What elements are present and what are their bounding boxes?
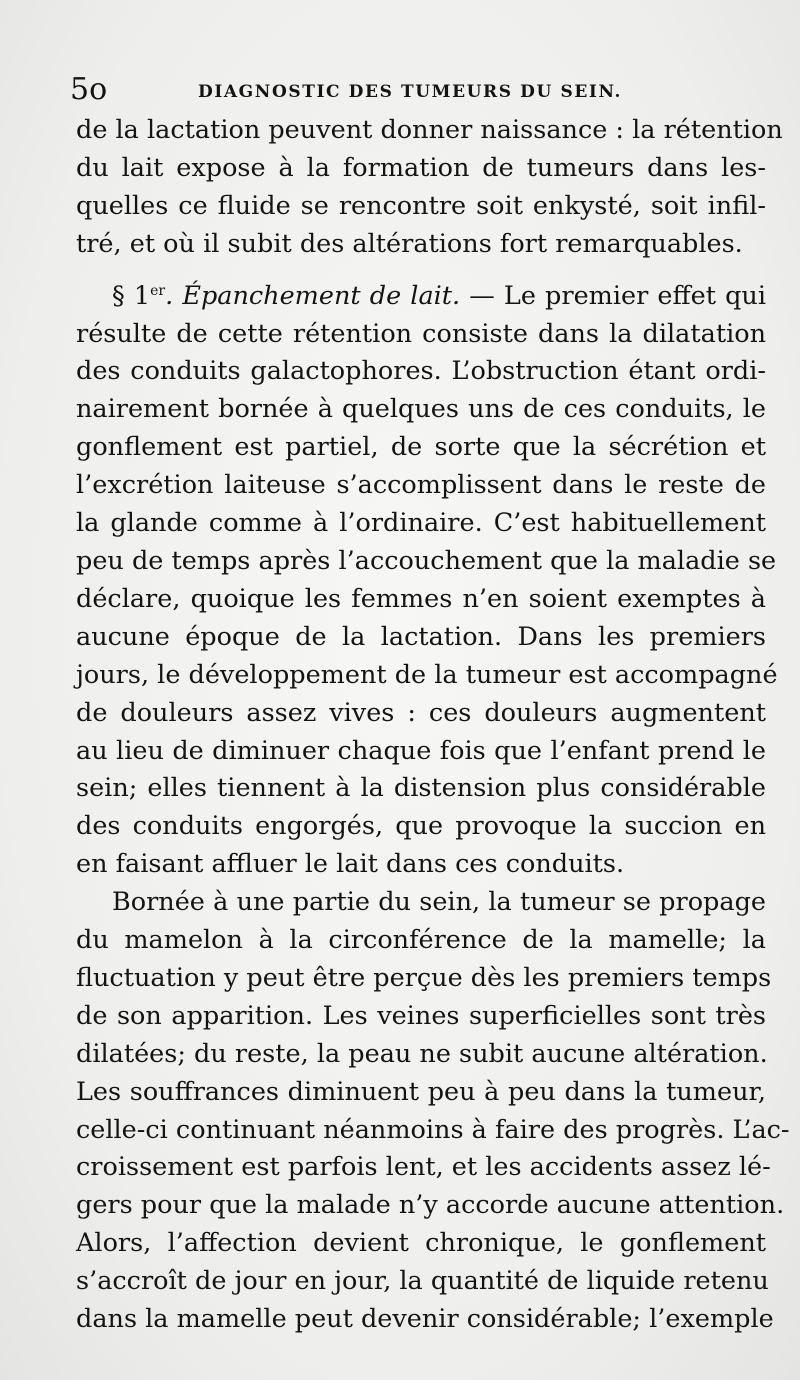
text-line: du mamelon à la circonférence de la mamelle; la bbox=[76, 925, 766, 956]
text-line: quelles ce fluide se rencontre soit enkysté, soit infil- bbox=[76, 190, 766, 221]
text-line: la glande comme à l’ordinaire. C’est habituellement bbox=[76, 508, 766, 539]
section-first-line: — Le premier effet qui bbox=[460, 280, 766, 311]
text-line: déclare, quoique les femmes n’en soient exemptes à bbox=[76, 583, 766, 614]
running-title: DIAGNOSTIC DES TUMEURS DU SEIN. bbox=[198, 82, 623, 102]
text-line: de douleurs assez vives : ces douleurs augmentent bbox=[76, 697, 766, 728]
text-line: Les souffrances diminuent peu à peu dans la tumeur, bbox=[76, 1076, 766, 1107]
text-line: peu de temps après l’accouchement que la maladie se bbox=[76, 545, 777, 576]
text-line: gonflement est partiel, de sorte que la sécrétion et bbox=[76, 432, 766, 463]
text-line: jours, le développement de la tumeur est accompagné bbox=[76, 659, 778, 690]
text-line: de son apparition. Les veines superficielles sont très bbox=[76, 1000, 766, 1031]
text-line: de la lactation peuvent donner naissance : la rétention bbox=[76, 115, 783, 145]
running-head bbox=[70, 70, 760, 110]
text-line: fluctuation y peut être perçue dès les premiers temps bbox=[76, 962, 772, 993]
text-line: croissement est parfois lent, et les accidents assez lé- bbox=[76, 1152, 771, 1183]
paragraph-3 bbox=[76, 884, 790, 1339]
text-line: au lieu de diminuer chaque fois que l’enfant prend le bbox=[76, 735, 766, 766]
text-line: des conduits engorgés, que provoque la succion en bbox=[76, 811, 766, 842]
text-line: du lait expose à la formation de tumeurs dans les- bbox=[76, 152, 766, 183]
text-line: s’accroît de jour en jour, la quantité de liquide retenu bbox=[76, 1266, 769, 1297]
paragraph-2 bbox=[76, 278, 778, 885]
paragraph-1 bbox=[76, 112, 783, 264]
text-line: Bornée à une partie du sein, la tumeur se propage bbox=[112, 887, 766, 918]
text-line: l’excrétion laiteuse s’accomplissent dans le reste de bbox=[76, 470, 766, 501]
text-line: Alors, l’affection devient chronique, le gonflement bbox=[76, 1228, 766, 1259]
text-line: sein; elles tiennent à la distension plus considérable bbox=[76, 773, 766, 804]
text-line: résulte de cette rétention consiste dans la dilatation bbox=[76, 318, 766, 349]
section-title: . Épanchement de lait. bbox=[165, 280, 461, 311]
text-line: aucune époque de la lactation. Dans les premiers bbox=[76, 621, 766, 652]
text-line: dilatées; du reste, la peau ne subit aucune altération. bbox=[76, 1038, 768, 1069]
section-mark-superscript: er bbox=[150, 282, 166, 299]
text-line: des conduits galactophores. L’obstruction étant ordi- bbox=[76, 356, 766, 387]
text-line: nairement bornée à quelques uns de ces conduits, le bbox=[76, 394, 766, 425]
text-line: en faisant affluer le lait dans ces conduits. bbox=[76, 849, 625, 880]
text-line: gers pour que la malade n’y accorde aucune attention. bbox=[76, 1190, 785, 1221]
page-number: 5o bbox=[70, 72, 108, 107]
text-line: tré, et où il subit des altérations fort remarquables. bbox=[76, 228, 743, 259]
section-mark: § 1 bbox=[112, 280, 151, 311]
body-text bbox=[76, 112, 790, 1339]
text-line: celle-ci continuant néanmoins à faire des progrès. L’ac- bbox=[76, 1114, 790, 1145]
text-line: dans la mamelle peut devenir considérable; l’exemple bbox=[76, 1304, 774, 1335]
section-heading-line bbox=[76, 278, 766, 316]
